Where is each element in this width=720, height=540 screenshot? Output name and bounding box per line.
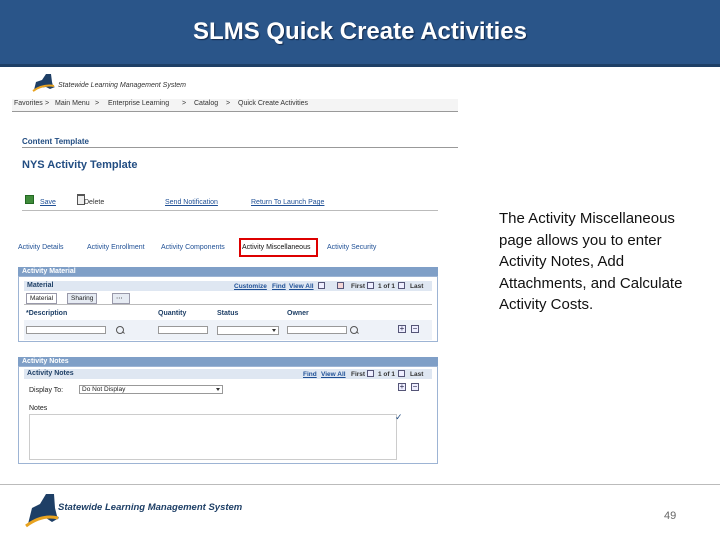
new-york-state-icon — [30, 72, 56, 94]
download-icon[interactable] — [337, 282, 344, 289]
next-icon[interactable] — [398, 282, 405, 289]
new-york-state-logo-icon — [24, 490, 60, 530]
activity-material-panel-header: Activity Material — [18, 267, 438, 276]
breadcrumb-favorites[interactable]: Favorites — [14, 100, 43, 107]
breadcrumb-separator: > — [182, 100, 187, 107]
first-label[interactable]: First — [351, 283, 366, 290]
return-to-launch-page-link[interactable]: Return To Launch Page — [251, 199, 325, 206]
show-all-columns-icon[interactable]: ⋯ — [112, 293, 130, 304]
chevron-down-icon — [216, 388, 220, 391]
customize-link[interactable]: Customize — [234, 283, 267, 290]
breadcrumb-quick-create-activities[interactable]: Quick Create Activities — [238, 100, 309, 107]
breadcrumb-catalog[interactable]: Catalog — [194, 100, 219, 107]
app-logo-text: Statewide Learning Management System — [58, 82, 187, 89]
grid-settings-icon[interactable] — [318, 282, 325, 289]
active-tab-highlight — [239, 238, 318, 257]
save-icon[interactable] — [25, 195, 34, 204]
notes-row-count: 1 of 1 — [378, 371, 395, 378]
action-toolbar — [22, 194, 438, 211]
breadcrumb-enterprise-learning[interactable]: Enterprise Learning — [108, 100, 170, 107]
breadcrumb-separator: > — [95, 100, 100, 107]
last-label[interactable]: Last — [410, 283, 424, 290]
tab-activity-enrollment[interactable]: Activity Enrollment — [87, 244, 145, 251]
subtab-divider — [24, 304, 432, 305]
delete-button[interactable]: Delete — [84, 199, 105, 206]
notes-previous-icon[interactable] — [367, 370, 374, 377]
display-to-select[interactable] — [79, 385, 223, 394]
notes-find-link[interactable]: Find — [303, 371, 317, 378]
activity-notes-panel-header: Activity Notes — [18, 357, 438, 366]
column-owner: Owner — [287, 310, 309, 317]
slide-title-banner — [0, 0, 720, 67]
subtab-material[interactable]: Material — [26, 293, 57, 304]
save-button[interactable]: Save — [40, 199, 56, 206]
subtab-sharing[interactable]: Sharing — [67, 293, 97, 304]
template-title: NYS Activity Template — [22, 159, 138, 171]
material-grid-header — [24, 281, 432, 291]
row-count: 1 of 1 — [378, 283, 395, 290]
tab-activity-components[interactable]: Activity Components — [161, 244, 225, 251]
notes-remove-row-button[interactable]: − — [412, 382, 418, 391]
notes-textarea[interactable] — [29, 414, 397, 460]
previous-icon[interactable] — [367, 282, 374, 289]
notes-view-all-link[interactable]: View All — [321, 371, 346, 378]
slide-description: The Activity Miscellaneous page allows you to enter Activity Notes, Add Attachments, and Calculate Activity Costs. — [499, 210, 683, 313]
notes-add-row-button[interactable]: + — [399, 382, 405, 391]
add-row-button[interactable]: + — [399, 324, 405, 333]
notes-label: Notes — [29, 405, 48, 412]
remove-row-button[interactable]: − — [412, 324, 418, 333]
display-to-value: Do Not Display — [82, 386, 126, 393]
display-to-label: Display To: — [29, 387, 64, 394]
footer-divider — [0, 484, 720, 485]
column-status: Status — [217, 310, 239, 317]
app-screenshot — [12, 68, 462, 466]
status-select[interactable] — [217, 326, 279, 335]
column-description: *Description — [26, 310, 68, 317]
notes-grid-title: Activity Notes — [27, 370, 74, 377]
column-quantity: Quantity — [158, 310, 187, 317]
view-all-link[interactable]: View All — [289, 283, 314, 290]
breadcrumb-main-menu[interactable]: Main Menu — [55, 100, 90, 107]
slide-title: SLMS Quick Create Activities — [193, 18, 527, 45]
breadcrumb-separator: > — [45, 100, 50, 107]
quantity-input[interactable] — [158, 326, 208, 334]
tab-activity-security[interactable]: Activity Security — [327, 244, 377, 251]
tab-activity-details[interactable]: Activity Details — [18, 244, 64, 251]
notes-first-label[interactable]: First — [351, 371, 366, 378]
material-grid-title: Material — [27, 282, 54, 289]
content-template-heading: Content Template — [22, 137, 89, 146]
chevron-down-icon — [272, 329, 276, 332]
owner-lookup-icon[interactable] — [350, 326, 358, 334]
description-input[interactable] — [26, 326, 106, 334]
notes-last-label[interactable]: Last — [410, 371, 424, 378]
notes-next-icon[interactable] — [398, 370, 405, 377]
breadcrumb — [12, 99, 458, 112]
breadcrumb-separator: > — [226, 100, 231, 107]
description-lookup-icon[interactable] — [116, 326, 124, 334]
send-notification-link[interactable]: Send Notification — [165, 199, 218, 206]
tab-activity-miscellaneous[interactable]: Activity Miscellaneous — [242, 244, 311, 251]
owner-input[interactable] — [287, 326, 347, 334]
notes-grid-header — [24, 369, 432, 379]
spellcheck-icon[interactable]: ✓ — [395, 412, 403, 422]
heading-divider — [22, 147, 458, 148]
footer-logo-text: Statewide Learning Management System — [58, 502, 243, 513]
app-header-logo — [30, 72, 250, 98]
find-link[interactable]: Find — [272, 283, 286, 290]
page-number: 49 — [664, 510, 677, 522]
